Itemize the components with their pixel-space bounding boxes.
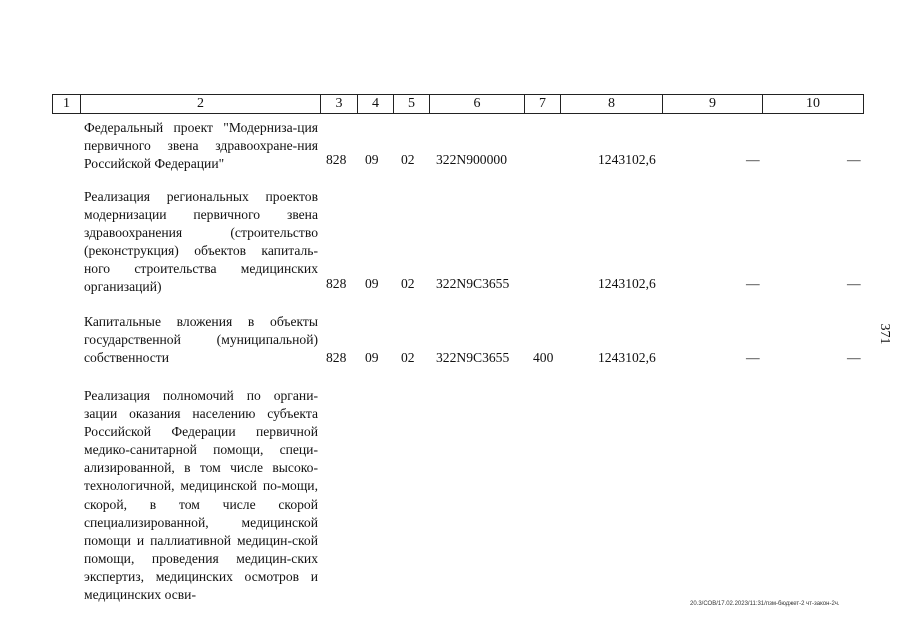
row-value-c3: 828: [326, 276, 347, 291]
row-description: Реализация региональных проектов модернизации первичного звена здравоохранения (строительство (реконструкция) объектов капиталь-ного строительства медицинских организаций): [84, 189, 318, 295]
row-value-c9: —: [746, 350, 760, 365]
header-col-10: 10: [806, 96, 820, 111]
row-value-c4: 09: [365, 152, 379, 167]
row-description: Федеральный проект "Модерниза-ция первичного звена здравоохране-ния Российской Федерации": [84, 120, 318, 172]
row-value-c6: 322N9C3655: [436, 276, 510, 291]
header-col-1: 1: [53, 95, 81, 113]
row-value-c5: 02: [401, 152, 415, 167]
row-value-c9: —: [746, 152, 760, 167]
row-value-c4: 09: [365, 276, 379, 291]
header-col-7: 7: [525, 95, 561, 113]
table-header-row: [52, 94, 864, 114]
row-value-c8: 1243102,6: [598, 350, 656, 365]
row-value-c5: 02: [401, 276, 415, 291]
row-value-c8: 1243102,6: [598, 152, 656, 167]
header-col-9: 9: [663, 95, 763, 113]
row-value-c9: —: [746, 276, 760, 291]
header-col-4: 4: [358, 95, 394, 113]
row-value-c6: 322N900000: [436, 152, 507, 167]
row-value-c10: —: [847, 350, 861, 365]
header-col-6: 6: [430, 95, 525, 113]
row-description: Реализация полномочий по органи-зации оказания населению субъекта Российской Федерации первичной медико-санитарной помощи, специ-ализированной, в том числе высоко-технологичной, медицинской по-мощи, скорой, в том числе скорой специализированной, медицинской помощи и паллиативной медицин-ской помощи, проведения медицин-ских экспертиз, медицинских осмотров и медицинских осви-: [84, 388, 318, 603]
row-value-c10: —: [847, 152, 861, 167]
row-value-c5: 02: [401, 350, 415, 365]
row-value-c6: 322N9C3655: [436, 350, 510, 365]
header-col-5: 5: [394, 95, 430, 113]
footer-stamp: 20.3/СОВ/17.02.2023/11:31/пзм-бюджет-2 чт-закон-2ч.: [690, 601, 840, 607]
row-description: Капитальные вложения в объекты государственной (муниципальной) собственности: [84, 314, 318, 366]
header-col-8: 8: [561, 95, 663, 113]
header-col-3: 3: [321, 95, 358, 113]
row-value-c7: 400: [533, 350, 554, 365]
row-value-c4: 09: [365, 350, 379, 365]
row-value-c3: 828: [326, 350, 347, 365]
row-value-c8: 1243102,6: [598, 276, 656, 291]
row-value-c3: 828: [326, 152, 347, 167]
row-value-c10: —: [847, 276, 861, 291]
page-number: 371: [877, 323, 892, 345]
header-col-2: 2: [81, 95, 321, 113]
